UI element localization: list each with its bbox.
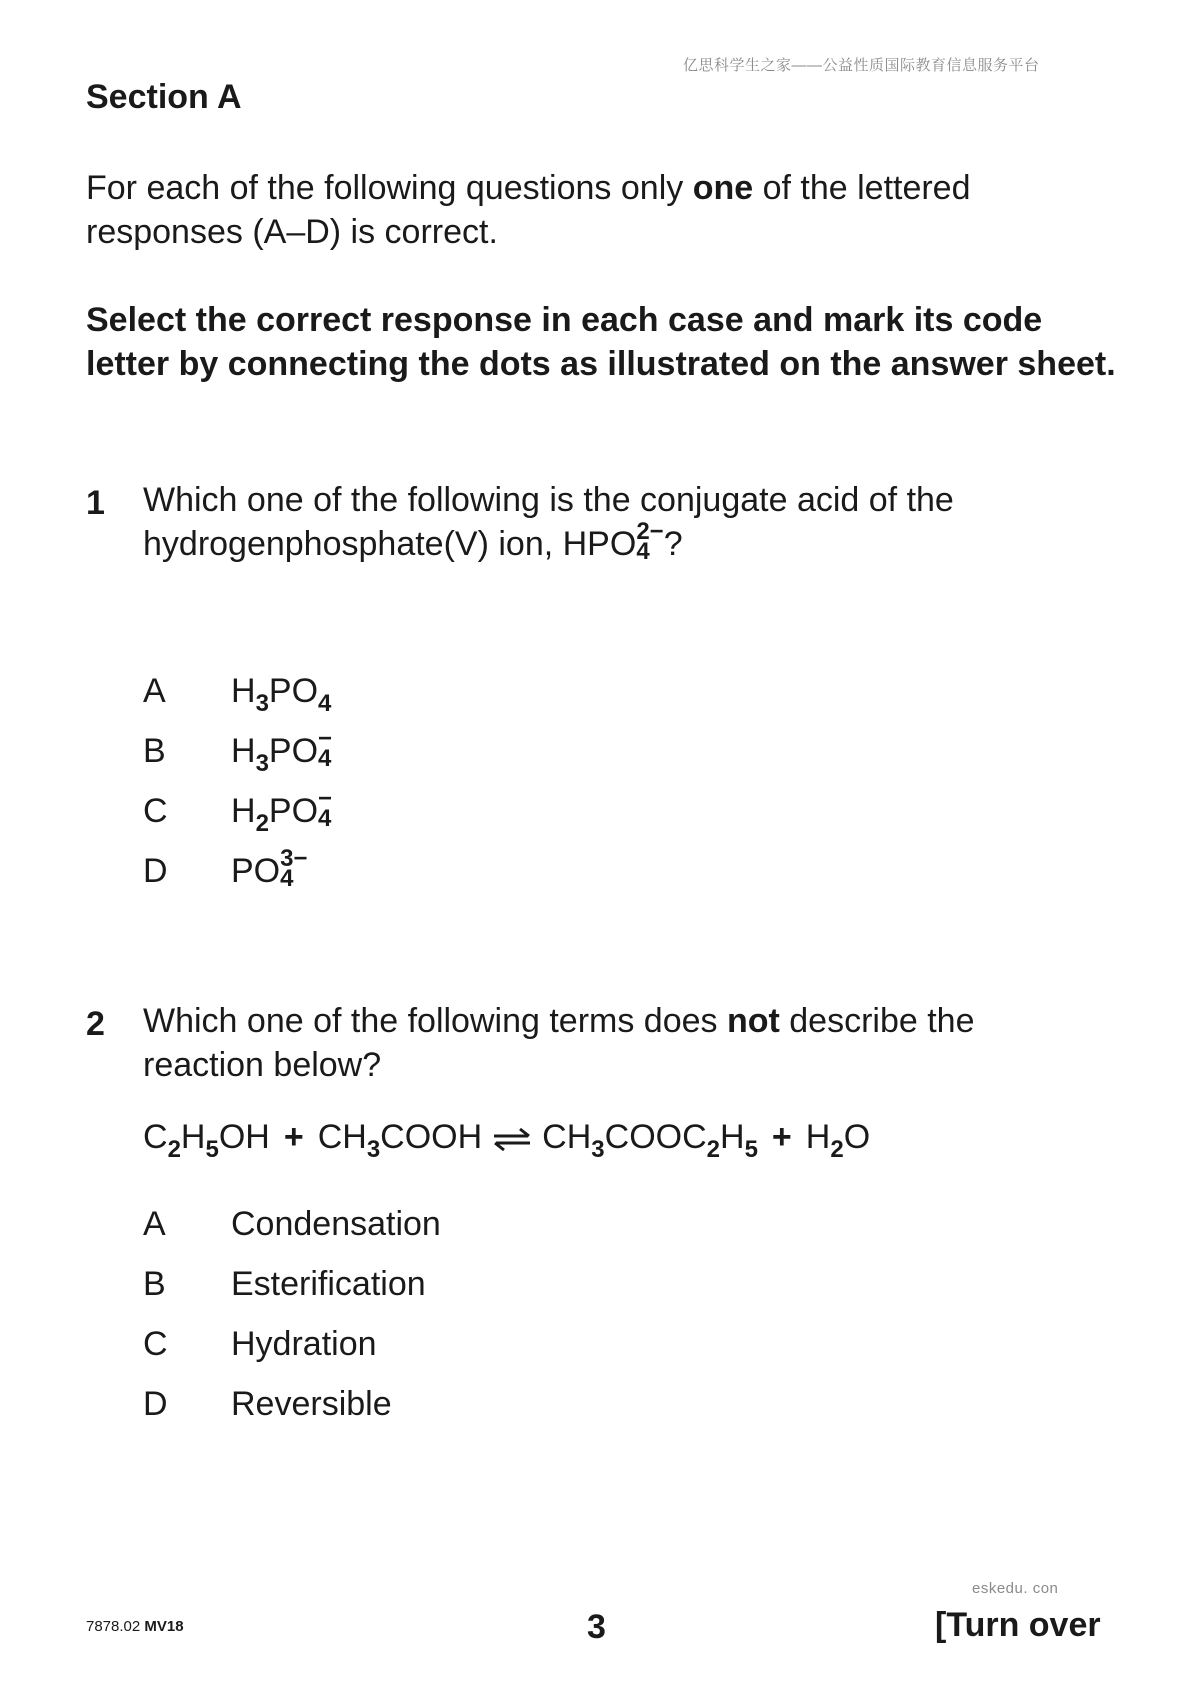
watermark-bottom: eskedu. con: [972, 1580, 1059, 1597]
option-text: Hydration: [231, 1325, 377, 1363]
option-text: $H_2PO$ − 4: [231, 785, 333, 837]
equilibrium-arrow-icon: [492, 1127, 532, 1151]
turn-over-label: [Turn over: [935, 1606, 1101, 1644]
option-letter: A: [143, 672, 166, 710]
watermark-top: 亿思科学生之家——公益性质国际教育信息服务平台: [683, 57, 1040, 74]
plus-sign: +: [771, 1118, 792, 1156]
option-letter: A: [143, 1205, 166, 1243]
option-text: PO 3− 4: [231, 845, 308, 893]
question-1-number: 1: [86, 484, 105, 522]
intro-text: For each of the following questions only one of the lettered responses (A–D) is correct.: [86, 169, 971, 251]
option-text: Esterification: [231, 1265, 426, 1303]
question-2-number: 2: [86, 1005, 105, 1043]
ion-charge: 2− 4: [636, 518, 664, 566]
page-number: 3: [587, 1608, 606, 1646]
plus-sign: +: [283, 1118, 304, 1156]
option-letter: D: [143, 852, 168, 890]
option-letter: C: [143, 1325, 168, 1363]
section-title: Section A: [86, 78, 242, 116]
option-letter: B: [143, 1265, 166, 1303]
paper-code: 7878.02 MV18: [86, 1618, 184, 1635]
option-letter: B: [143, 732, 166, 770]
question-1-text: Which one of the following is the conjugate acid of the hydrogenphosphate(V) ion, HPO 2− 4 ?: [143, 481, 954, 566]
option-letter: D: [143, 1385, 168, 1423]
option-text: Reversible: [231, 1385, 392, 1423]
option-text: $H_3PO$ − 4: [231, 725, 333, 777]
option-text: Condensation: [231, 1205, 441, 1243]
reaction-equation: $C_2H_5OH$ + $CH_3COOH$ $CH_3COOC_2H_5 + H_2O$: [143, 1118, 871, 1163]
option-letter: C: [143, 792, 168, 830]
option-text: $H_3PO_4$: [231, 672, 332, 717]
question-2-text: Which one of the following terms does not describe the reaction below?: [143, 1002, 975, 1084]
instruction-text: Select the correct response in each case and mark its code letter by connecting the dots as illustrated on the answer sheet.: [86, 301, 1116, 383]
